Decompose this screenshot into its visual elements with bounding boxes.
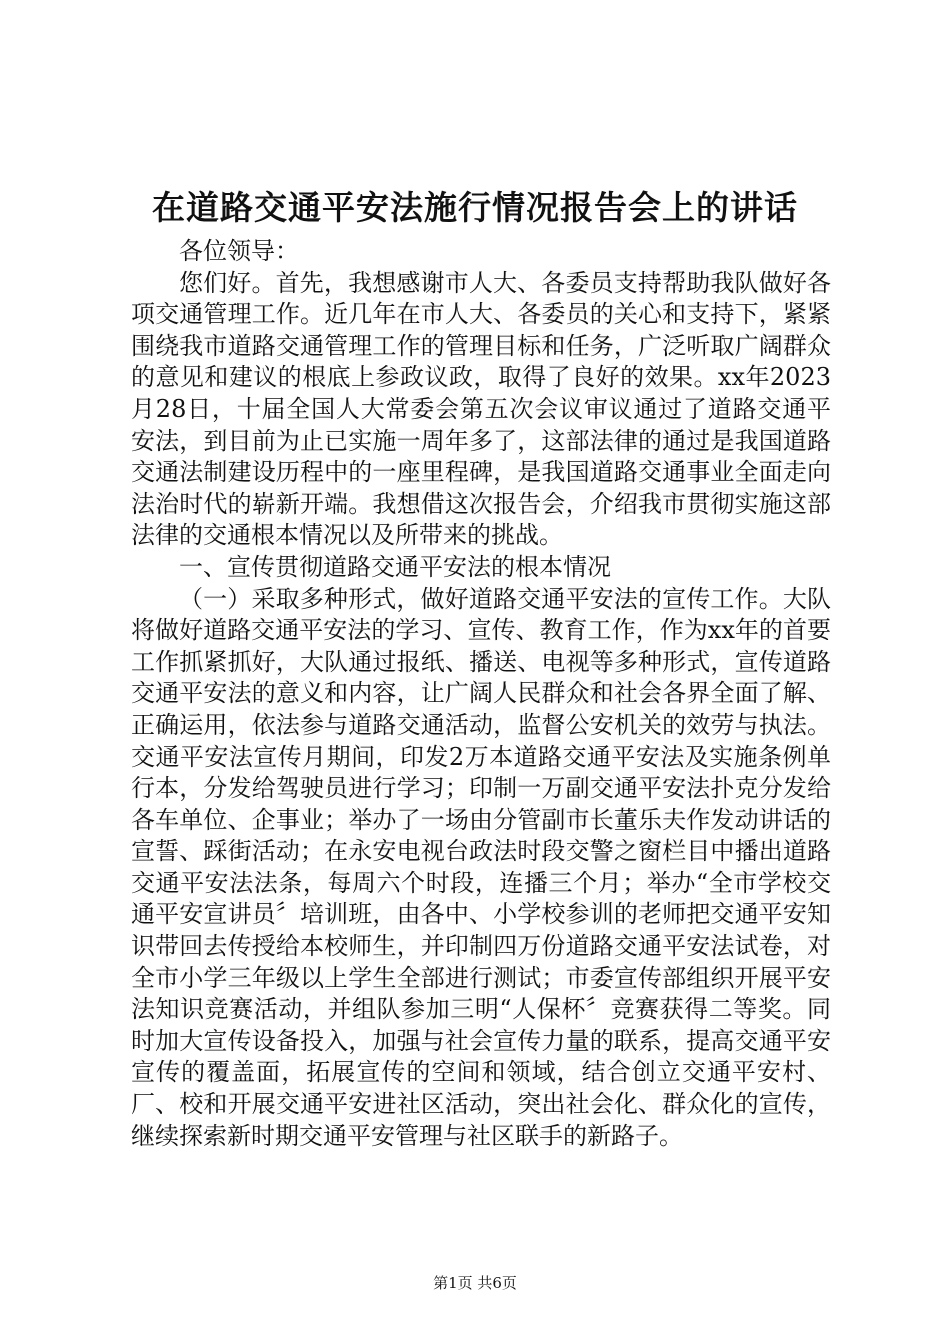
paragraph-opening: 您们好。首先，我想感谢市人大、各委员支持帮助我队做好各项交通管理工作。近几年在市人大、各委员的关心和支持下，紧紧围绕我市道路交通管理工作的管理目标和任务，广泛听取广阔群众的意见和建议的根底上参政议政，取得了良好的效果。xx年2023月28日，十届全国人大常委会第五次会议审议通过了道路交通平安法，到目前为止已实施一周年多了，这部法律的通过是我国道路交通法制建设历程中的一座里程碑，是我国道路交通事业全面走向法治时代的崭新开端。我想借这次报告会，介绍我市贯彻实施这部法律的交通根本情况以及所带来的挑战。 <box>131 268 831 550</box>
paragraph-publicity: （一）采取多种形式，做好道路交通平安法的宣传工作。大队将做好道路交通平安法的学习、宣传、教育工作，作为xx年的首要工作抓紧抓好，大队通过报纸、播送、电视等多种形式，宣传道路交通平安法的意义和内容，让广阔人民群众和社会各界全面了解、正确运用，依法参与道路交通活动，监督公安机关的效劳与执法。交通平安法宣传月期间，印发2万本道路交通平安法及实施条例单行本，分发给驾驶员进行学习；印制一万副交通平安法扑克分发给各车单位、企事业；举办了一场由分管副市长董乐夫作发动讲话的宣誓、踩街活动；在永安电视台政法时段交警之窗栏目中播出道路交通平安法法条，每周六个时段，连播三个月；举办“全市学校交通平安宣讲员〞培训班，由各中、小学校参训的老师把交通平安知识带回去传授给本校师生，并印制四万份道路交通平安法试卷，对全市小学三年级以上学生全部进行测试；市委宣传部组织开展平安法知识竞赛活动，并组队参加三明“人保杯〞竞赛获得二等奖。同时加大宣传设备投入，加强与社会宣传力量的联系，提高交通平安宣传的覆盖面，拓展宣传的空间和领域，结合创立交通平安村、厂、校和开展交通平安进社区活动，突出社会化、群众化的宣传，继续探索新时期交通平安管理与社区联手的新路子。 <box>131 584 831 1150</box>
document-body <box>131 236 831 1152</box>
document-title: 在道路交通平安法施行情况报告会上的讲话 <box>152 188 798 227</box>
section-heading: 一、宣传贯彻道路交通平安法的根本情况 <box>179 552 611 581</box>
salutation: 各位领导： <box>179 237 299 265</box>
page-number-footer: 第1页 共6页 <box>433 1274 517 1292</box>
